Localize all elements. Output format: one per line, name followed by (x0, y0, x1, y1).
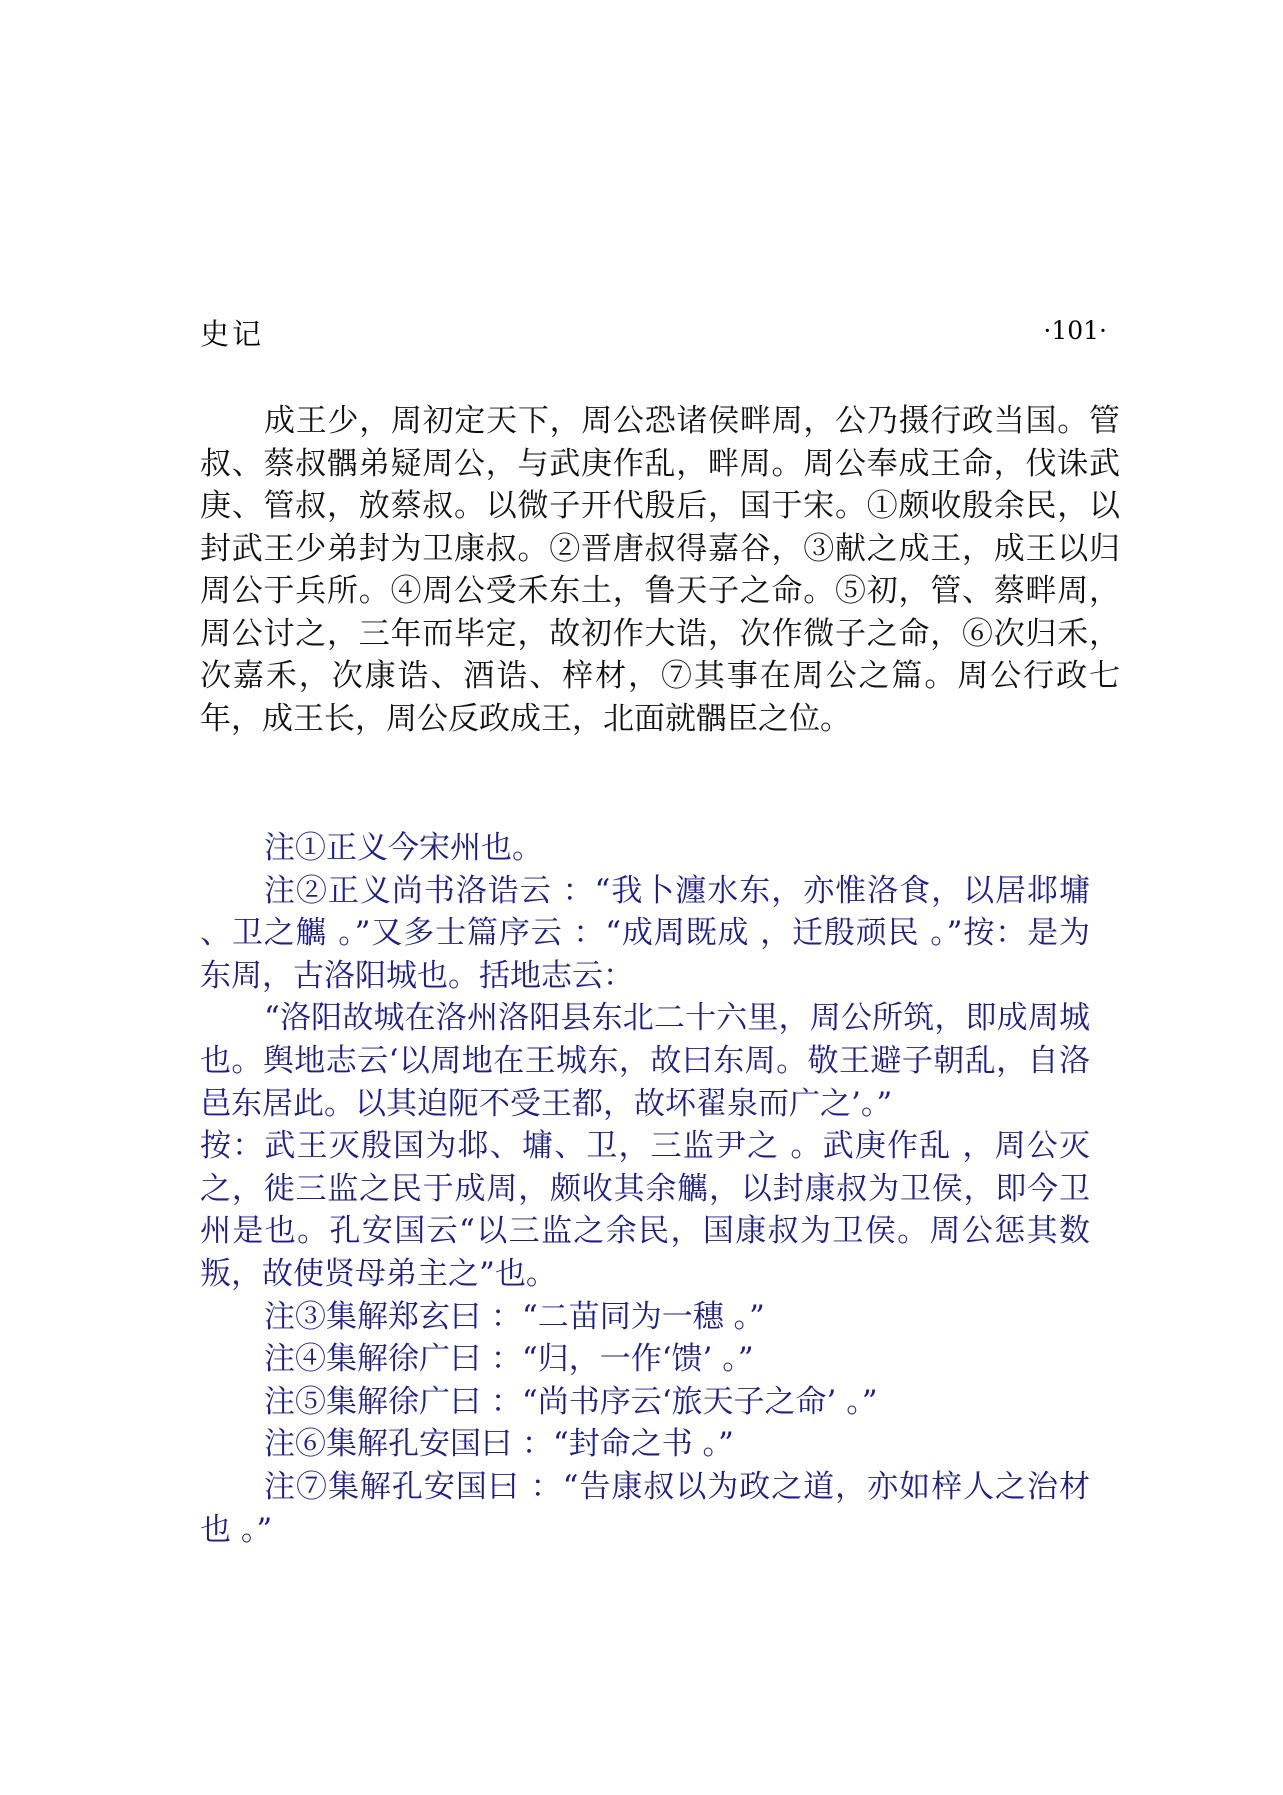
note-3: 注③集解郑玄曰 ：“二苗同为一穗 。” (264, 1298, 765, 1335)
note-2-quote: “洛阳故城在洛州洛阳县东北二十六里，周公所筑，即成周城也。舆地志云‘以周地在王城东，故曰东周。敬王避子朝乱，自洛邑东居此。以其迫阨不受王都，故坏翟泉而广之’。” (200, 1000, 1090, 1122)
note-2: 注②正义尚书洛诰云 ：“我卜瀍水东，亦惟洛食，以居邶墉 、卫之觽 。”又多士篇序云 ：“成周既成 ，迁殷顽民 。”按：是为东周，古洛阳城也。括地志云： (200, 872, 1090, 994)
note-7: 注⑦集解孔安国曰 ：“告康叔以为政之道，亦如梓人之治材也 。” (200, 1468, 1090, 1548)
note-1: 注①正义今宋州也。 (264, 830, 543, 866)
note-4: 注④集解徐广曰 ：“归，一作‘馈’ 。” (264, 1341, 754, 1378)
note-5: 注⑤集解徐广曰 ：“尚书序云‘旅天子之命’ 。” (264, 1383, 878, 1420)
note-2-tail: 按：武王灭殷国为邶、墉、卫，三监尹之 。武庚作乱 ，周公灭之，徙三监之民于成周，颇收其余觽，以封康叔为卫侯，即今卫州是也。孔安国云“以三监之余民，国康叔为卫侯。周公惩其数叛，故使贤母弟主之”也。 (200, 1128, 1090, 1292)
note-6: 注⑥集解孔安国曰 ：“封命之书 。” (264, 1426, 734, 1463)
page-number: ·101· (1043, 316, 1107, 345)
main-paragraph: 成王少，周初定天下，周公恐诸侯畔周，公乃摄行政当国。管叔、蔡叔髃弟疑周公，与武庚作乱，畔周。周公奉成王命，伐诛武庚、管叔，放蔡叔。以微子开代殷后，国于宋。①颇收殷余民，以封武王少弟封为卫康叔。②晋唐叔得嘉谷，③献之成王，成王以归周公于兵所。④周公受禾东土，鲁天子之命。⑤初，管、蔡畔周，周公讨之，三年而毕定，故初作大诰，次作微子之命，⑥次归禾，次嘉禾，次康诰、酒诰、梓材，⑦其事在周公之篇。周公行政七年，成王长，周公反政成王，北面就髃臣之位。 (200, 403, 1120, 737)
annotations (200, 827, 1090, 1551)
running-title: 史记 (200, 317, 265, 351)
